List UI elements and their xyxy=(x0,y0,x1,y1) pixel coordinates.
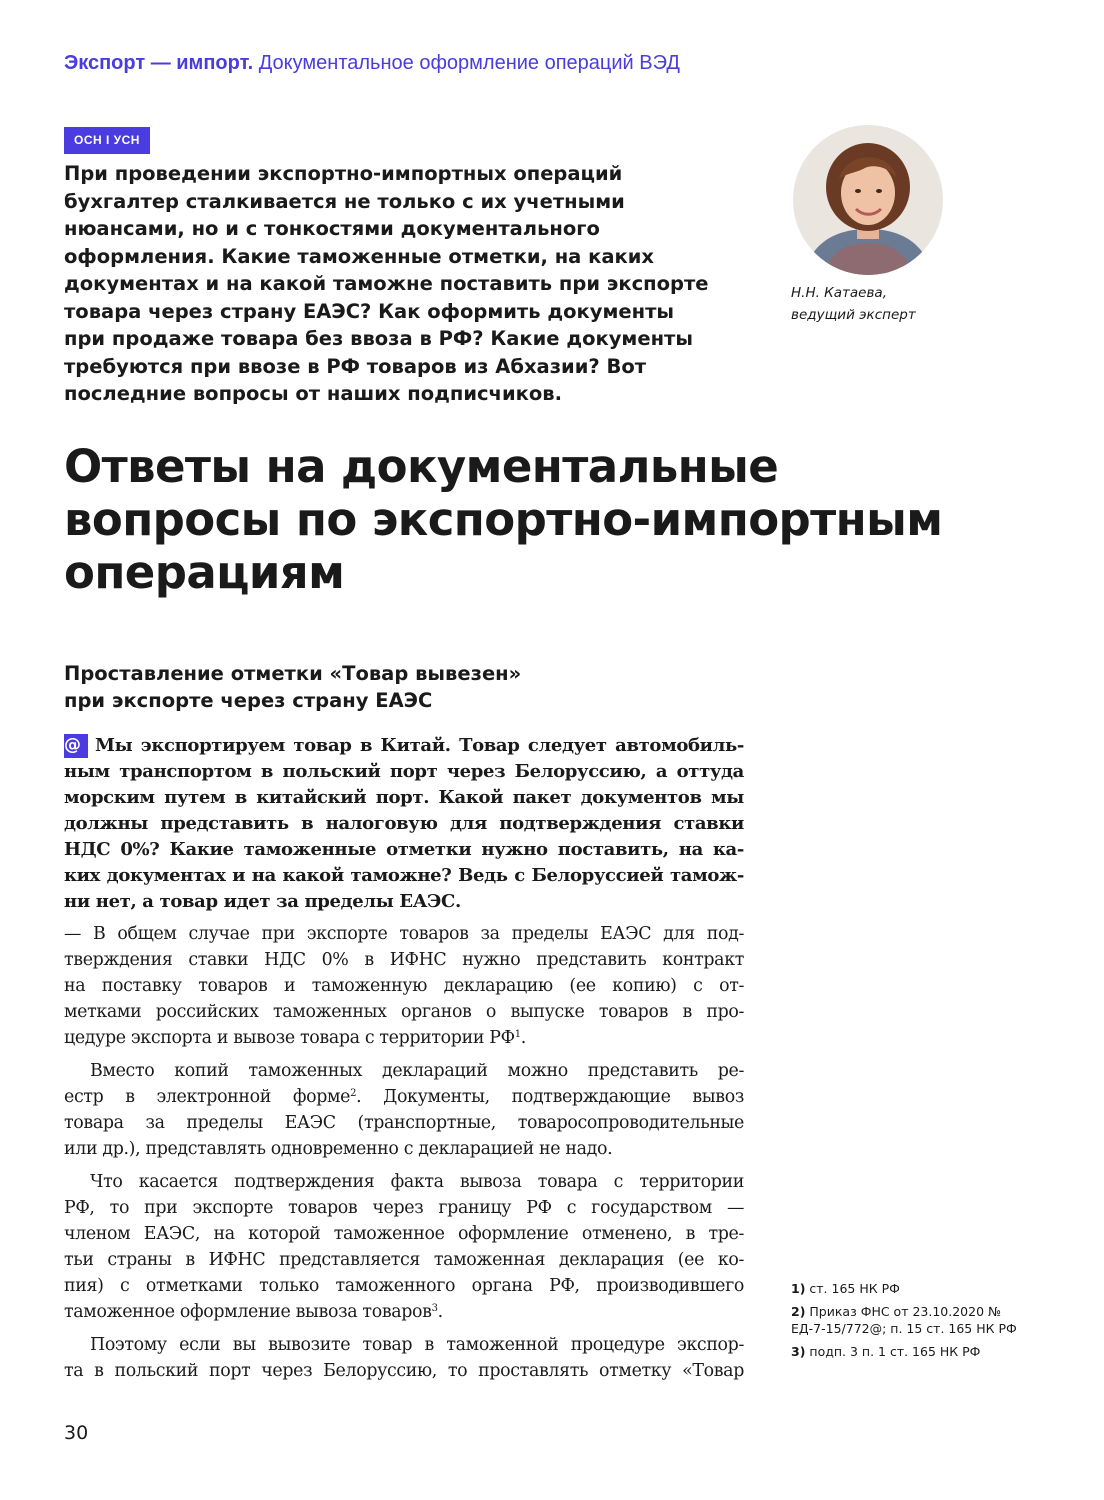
author-name: Н.Н. Катаева, xyxy=(791,285,887,301)
answer-line: Вместо копий таможенных деклараций можно представить ре- xyxy=(90,1061,744,1081)
answer-line: Что касается подтверждения факта вывоза товара с территории xyxy=(90,1172,744,1192)
answer-line: — В общем случае при экспорте товаров за пределы ЕАЭС для под- xyxy=(64,924,744,944)
lead-line: требуются при ввозе в РФ товаров из Абхазии? Вот xyxy=(64,354,647,378)
email-at-icon: @ xyxy=(64,734,88,758)
question-line: НДС 0%? Какие таможенные отметки нужно поставить, на ка- xyxy=(64,839,744,860)
answer-line: тьи страны в ИФНС представляется таможенная декларация (ее ко- xyxy=(64,1250,744,1270)
article-title xyxy=(64,440,1064,599)
answer-line: членом ЕАЭС, на которой таможенное оформление отменено, в тре- xyxy=(64,1224,744,1244)
title-line: операциям xyxy=(64,546,345,599)
footnote: 3) подп. 3 п. 1 ст. 165 НК РФ xyxy=(791,1344,981,1359)
running-header xyxy=(64,52,680,75)
footnote-ref: 1 xyxy=(514,1029,521,1040)
title-line: вопросы по экспортно-импортным xyxy=(64,493,943,546)
answer-line: метками российских таможенных органов о выпуске товаров в про- xyxy=(64,1002,744,1022)
lead-line: при продаже товара без ввоза в РФ? Какие документы xyxy=(64,327,693,350)
question-line: ких документах и на какой таможне? Ведь с Белоруссией тамож- xyxy=(64,865,744,886)
expert-answer xyxy=(64,921,744,1384)
footnote-ref: 3 xyxy=(431,1303,438,1314)
lead-line: товара через страну ЕАЭС? Как оформить документы xyxy=(64,299,675,323)
answer-line: цедуре экспорта и вывозе товара с территории $РФ^1$. xyxy=(64,1028,526,1048)
footnote: 1) ст. 165 НК РФ xyxy=(791,1281,900,1296)
answer-line: на поставку товаров и таможенную декларацию (ее копию) с от- xyxy=(64,976,744,996)
subheading-line: Проставление отметки «Товар вывезен» xyxy=(64,662,522,685)
page-number: 30 xyxy=(64,1422,89,1444)
answer-line: или др.), представлять одновременно с декларацией не надо. xyxy=(64,1139,613,1159)
author-photo xyxy=(793,125,943,275)
tax-regime-tag: ОСН I УСН xyxy=(64,127,150,154)
answer-line: таможенное оформление вывоза товаров$^3$. xyxy=(64,1302,443,1322)
footnote-ref: 2 xyxy=(350,1088,357,1099)
question-line: @ Мы экспортируем товар в Китай. Товар следует автомобиль- xyxy=(64,735,744,756)
question-line: морским путем в китайский порт. Какой пакет документов мы xyxy=(64,787,744,808)
answer-line: та в польский порт через Белоруссию, то проставлять отметку «Товар xyxy=(64,1361,744,1381)
question-line: ни нет, а товар идет за пределы ЕАЭС. xyxy=(64,891,461,912)
subheading-line: при экспорте через страну ЕАЭС xyxy=(64,689,433,712)
answer-line: РФ, то при экспорте товаров через границу РФ с государством — xyxy=(64,1198,744,1218)
question-line: должны представить в налоговую для подтверждения ставки xyxy=(64,813,744,834)
question-line: ным транспортом в польский порт через Белоруссию, а оттуда xyxy=(64,761,744,782)
lead-line: оформления. Какие таможенные отметки, на каких xyxy=(64,244,654,268)
section-subheading xyxy=(64,660,764,714)
lead-line: последние вопросы от наших подписчиков. xyxy=(64,382,562,405)
lead-line: нюансами, но и с тонкостями документального xyxy=(64,217,600,240)
author-caption xyxy=(791,282,1011,326)
lead-line: При проведении экспортно-импортных операций xyxy=(64,162,623,185)
footnotes xyxy=(791,1280,1031,1366)
title-line: Ответы на документальные xyxy=(64,440,779,493)
section-title: Экспорт — импорт. xyxy=(64,52,254,74)
answer-line: естр в электронной форме$^2$. Документы, подтверждающие вывоз xyxy=(64,1087,744,1107)
lead-paragraph xyxy=(64,160,754,408)
footnote: 2) Приказ ФНС от 23.10.2020 № ЕД-7-15/772@; п. 15 ст. 165 НК РФ xyxy=(791,1304,1017,1336)
answer-line: товара за пределы ЕАЭС (транспортные, товаросопроводительные xyxy=(64,1113,744,1133)
lead-line: бухгалтер сталкивается не только с их учетными xyxy=(64,189,625,213)
subsection-title: Документальное оформление операций ВЭД xyxy=(258,52,680,74)
answer-line: тверждения ставки НДС 0% в ИФНС нужно представить контракт xyxy=(64,950,744,970)
answer-line: Поэтому если вы вывозите товар в таможенной процедуре экспор- xyxy=(90,1335,744,1355)
lead-line: документах и на какой таможне поставить при экспорте xyxy=(64,272,709,295)
author-position: ведущий эксперт xyxy=(791,307,916,323)
reader-question xyxy=(64,733,744,915)
answer-line: пия) с отметками только таможенного органа РФ, производившего xyxy=(64,1276,744,1296)
